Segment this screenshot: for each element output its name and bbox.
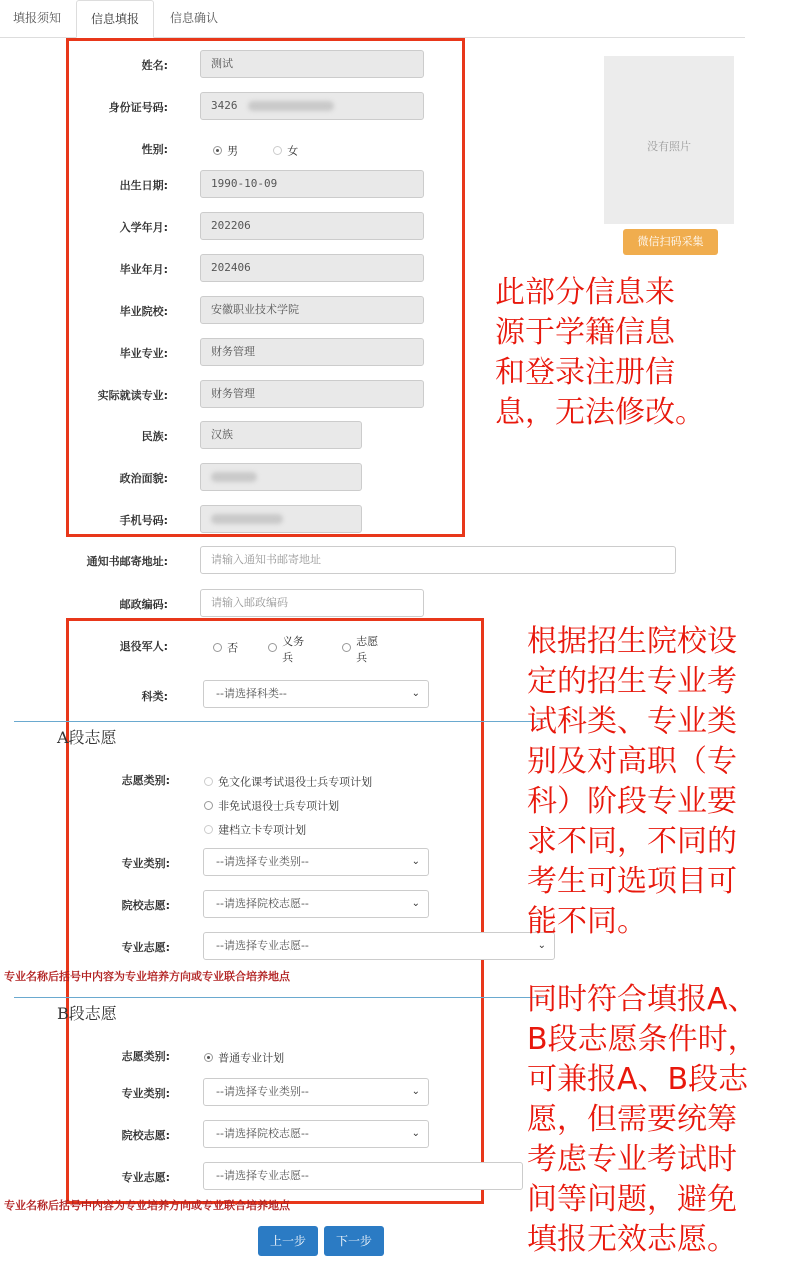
tab-bar [0, 0, 745, 38]
section-b-college-select[interactable] [203, 1120, 429, 1148]
veteran-no-radio[interactable] [213, 643, 222, 652]
section-a-type-3[interactable] [204, 819, 306, 838]
address-input[interactable]: 请输入通知书邮寄地址 [200, 546, 676, 574]
veteran-obligatory-label: 义务兵 [282, 635, 305, 664]
section-a-type-2-radio[interactable] [204, 801, 213, 810]
grad-field: 202406 [200, 254, 424, 282]
chevron-down-icon: ⌄ [411, 1128, 420, 1139]
tab-info-confirm[interactable]: 信息确认 [169, 11, 218, 25]
postcode-input[interactable]: 请输入邮政编码 [200, 589, 424, 617]
chevron-down-icon: ⌄ [411, 688, 420, 699]
postcode-label: 邮政编码: [119, 598, 168, 611]
section-a-title: A段志愿 [57, 728, 117, 747]
section-b-title: B段志愿 [57, 1004, 117, 1023]
section-a-category-label: 专业类别: [121, 857, 170, 870]
veteran-label: 退役军人: [119, 640, 168, 653]
section-a-category-select[interactable] [203, 848, 429, 876]
gender-label: 性别: [141, 143, 168, 156]
annotation-note-1: 此部分信息来 源于学籍信息 和登录注册信 息，无法修改。 [495, 275, 705, 430]
section-b-type-label: 志愿类别: [121, 1050, 170, 1063]
section-a-type-3-radio[interactable] [204, 825, 213, 834]
idcard-field [200, 92, 424, 120]
nation-field: 汉族 [200, 421, 362, 449]
birth-label: 出生日期: [119, 179, 168, 192]
next-step-button[interactable]: 下一步 [324, 1226, 384, 1256]
actual-major-label: 实际就读专业: [97, 389, 168, 402]
section-b-category-value: --请选择专业类别-- [216, 1085, 309, 1098]
gender-male-radio[interactable] [213, 146, 222, 155]
school-field: 安徽职业技术学院 [200, 296, 424, 324]
name-field: 测试 [200, 50, 424, 78]
chevron-down-icon: ⌄ [411, 856, 420, 867]
section-a-major-value: --请选择专业志愿-- [216, 939, 309, 952]
phone-redacted [211, 514, 283, 524]
actual-major-field: 财务管理 [200, 380, 424, 408]
photo-empty-text: 没有照片 [647, 140, 691, 153]
prev-step-button[interactable]: 上一步 [258, 1226, 318, 1256]
section-a-type-2[interactable] [204, 795, 339, 814]
veteran-volunteer-radio[interactable] [342, 643, 351, 652]
section-b-college-label: 院校志愿: [121, 1129, 170, 1142]
section-a-type-2-label: 非免试退役士兵专项计划 [218, 799, 340, 813]
politics-redacted [211, 472, 257, 482]
enroll-field: 202206 [200, 212, 424, 240]
chevron-down-icon: ⌄ [411, 898, 420, 909]
subject-select[interactable] [203, 680, 429, 708]
veteran-volunteer-label: 志愿兵 [356, 635, 379, 664]
annotation-note-2: 根据招生院校设 定的招生专业考 试科类、专业类 别及对高职（专 科）阶段专业要 求不同，不同的 考生可选项目可 能不同。 [527, 624, 737, 939]
chevron-down-icon: ⌄ [411, 1086, 420, 1097]
name-label: 姓名: [141, 59, 168, 72]
section-a-type-1[interactable] [204, 771, 372, 790]
section-b-major-value: --请选择专业志愿-- [216, 1169, 309, 1182]
tab-info-fill[interactable]: 信息填报 [76, 0, 154, 38]
section-b-warning: 专业名称后括号中内容为专业培养方向或专业联合培养地点 [4, 1199, 290, 1212]
section-a-category-value: --请选择专业类别-- [216, 855, 309, 868]
section-a-type-label: 志愿类别: [121, 774, 170, 787]
section-b-type-1[interactable] [204, 1047, 284, 1066]
birth-field: 1990-10-09 [200, 170, 424, 198]
major-field: 财务管理 [200, 338, 424, 366]
veteran-radio-no[interactable] [213, 637, 238, 656]
tab-notice[interactable]: 填报须知 [12, 11, 61, 25]
section-a-divider [14, 721, 544, 722]
grad-label: 毕业年月: [119, 263, 168, 276]
veteran-obligatory-radio[interactable] [268, 643, 277, 652]
section-a-type-1-label: 免文化课考试退役士兵专项计划 [218, 775, 373, 789]
subject-select-value: --请选择科类-- [216, 687, 287, 700]
veteran-radio-obligatory[interactable] [268, 637, 310, 666]
veteran-radio-volunteer[interactable] [342, 637, 384, 666]
gender-male-label: 男 [227, 144, 239, 158]
section-b-type-1-radio[interactable] [204, 1053, 213, 1062]
section-a-warning: 专业名称后括号中内容为专业培养方向或专业联合培养地点 [4, 970, 290, 983]
chevron-down-icon: ⌄ [537, 940, 546, 951]
section-b-divider [14, 997, 544, 998]
phone-label: 手机号码: [119, 514, 168, 527]
section-b-category-select[interactable] [203, 1078, 429, 1106]
section-a-college-value: --请选择院校志愿-- [216, 897, 309, 910]
section-a-type-1-radio[interactable] [204, 777, 213, 786]
section-b-major-label: 专业志愿: [121, 1171, 170, 1184]
address-label: 通知书邮寄地址: [86, 555, 168, 568]
annotation-note-3: 同时符合填报A、 B段志愿条件时， 可兼报A、B段志 愿，但需要统筹 考虑专业考试时 间等问题，避免 填报无效志愿。 [527, 982, 758, 1257]
section-b-major-select[interactable] [203, 1162, 523, 1190]
wechat-scan-button[interactable]: 微信扫码采集 [623, 229, 718, 255]
idcard-label: 身份证号码: [108, 101, 168, 114]
gender-female-label: 女 [287, 144, 299, 158]
section-a-college-select[interactable] [203, 890, 429, 918]
section-a-major-label: 专业志愿: [121, 941, 170, 954]
section-a-college-label: 院校志愿: [121, 899, 170, 912]
phone-field [200, 505, 362, 533]
subject-label: 科类: [141, 690, 168, 703]
veteran-no-label: 否 [227, 641, 239, 655]
idcard-redacted [248, 101, 334, 111]
section-a-type-3-label: 建档立卡专项计划 [218, 823, 307, 837]
politics-field [200, 463, 362, 491]
gender-radio-group [213, 140, 298, 159]
photo-placeholder [604, 56, 734, 224]
section-b-category-label: 专业类别: [121, 1087, 170, 1100]
major-label: 毕业专业: [119, 347, 168, 360]
idcard-visible-prefix: 3426 [211, 99, 238, 112]
gender-female-radio[interactable] [273, 146, 282, 155]
school-label: 毕业院校: [119, 305, 168, 318]
enroll-label: 入学年月: [119, 221, 168, 234]
nation-label: 民族: [141, 430, 168, 443]
section-a-major-select[interactable] [203, 932, 555, 960]
politics-label: 政治面貌: [119, 472, 168, 485]
section-b-type-1-label: 普通专业计划 [218, 1051, 285, 1065]
section-b-college-value: --请选择院校志愿-- [216, 1127, 309, 1140]
